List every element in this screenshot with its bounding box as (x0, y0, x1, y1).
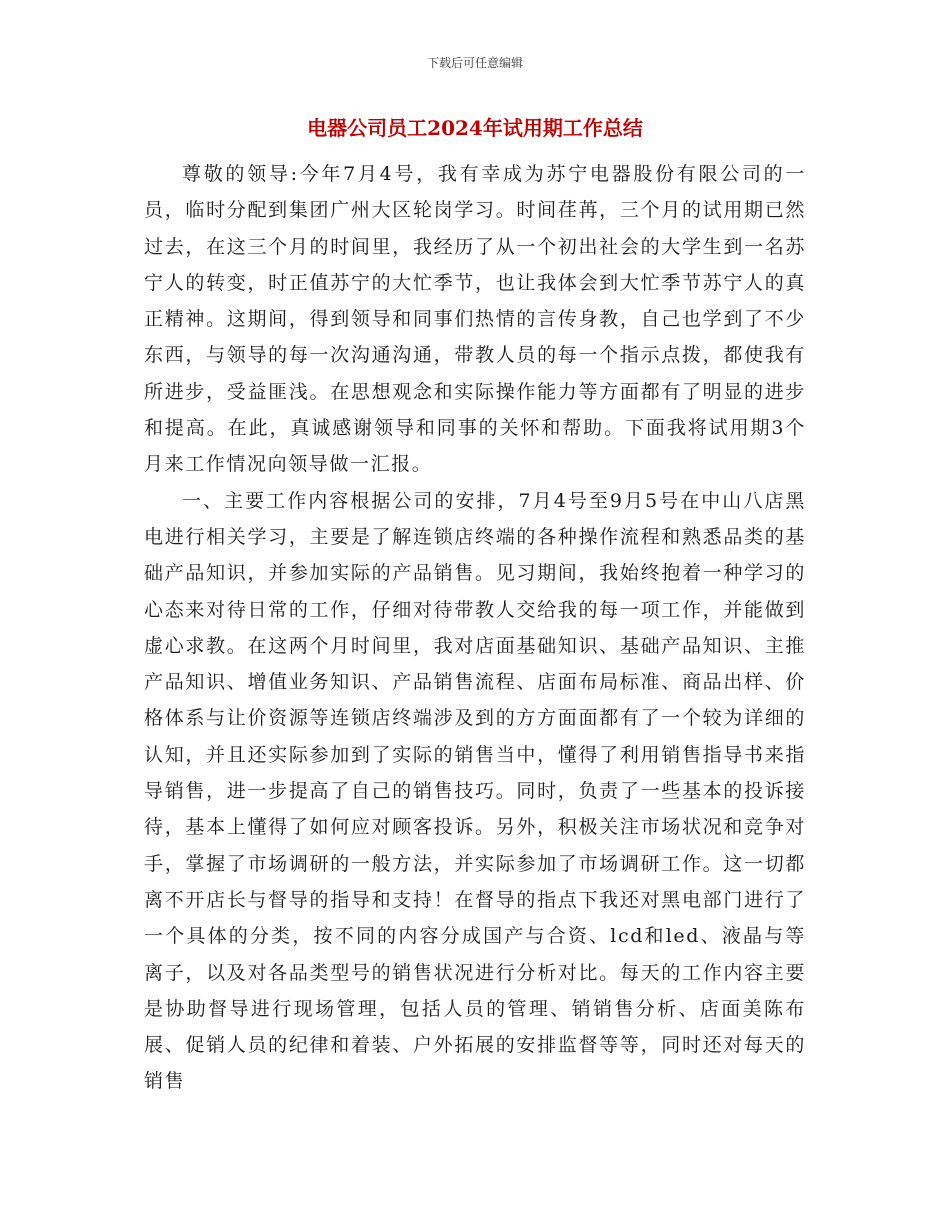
paragraph-main-work: 一、主要工作内容根据公司的安排，7月4号至9月5号在中山八店黑电进行相关学习，主要是了解连锁店终端的各种操作流程和熟悉品类的基础产品知识，并参加实际的产品销售。见习期间，我始终抱着一种学习的心态来对待日常的工作，仔细对待带教人交给我的每一项工作，并能做到虚心求教。在这两个月时间里，我对店面基础知识、基础产品知识、主推产品知识、增值业务知识、产品销售流程、店面布局标准、商品出样、价格体系与让价资源等连锁店终端涉及到的方方面面都有了一个较为详细的认知，并且还实际参加到了实际的销售当中，懂得了利用销售指导书来指导销售，进一步提高了自己的销售技巧。同时，负责了一些基本的投诉接待，基本上懂得了如何应对顾客投诉。另外，积极关注市场状况和竞争对手，掌握了市场调研的一般方法，并实际参加了市场调研工作。这一切都离不开店长与督导的指导和支持！在督导的指点下我还对黑电部门进行了一个具体的分类，按不同的内容分成国产与合资、lcd和led、液晶与等离子，以及对各品类型号的销售状况进行分析对比。每天的工作内容主要是协助督导进行现场管理，包括人员的管理、销销售分析、店面美陈布展、促销人员的纪律和着装、户外拓展的安排监督等等，同时还对每天的销售 (144, 489, 806, 1093)
paragraph-greeting: 尊敬的领导:今年7月4号，我有幸成为苏宁电器股份有限公司的一员，临时分配到集团广州大区轮岗学习。时间荏苒，三个月的试用期已然过去，在这三个月的时间里，我经历了从一个初出社会的大学生到一名苏宁人的转变，时正值苏宁的大忙季节，也让我体会到大忙季节苏宁人的真正精神。这期间，得到领导和同事们热情的言传身教，自己也学到了不少东西，与领导的每一次沟通沟通，带教人员的每一个指示点拨，都使我有所进步，受益匪浅。在思想观念和实际操作能力等方面都有了明显的进步和提高。在此，真诚感谢领导和同事的关怀和帮助。下面我将试用期3个月来工作情况向领导做一汇报。 (144, 163, 806, 476)
header-note: 下载后可任意编辑 (426, 56, 523, 70)
document-title: 电器公司员工2024年试用期工作总结 (307, 116, 643, 140)
document-body (144, 156, 806, 1100)
